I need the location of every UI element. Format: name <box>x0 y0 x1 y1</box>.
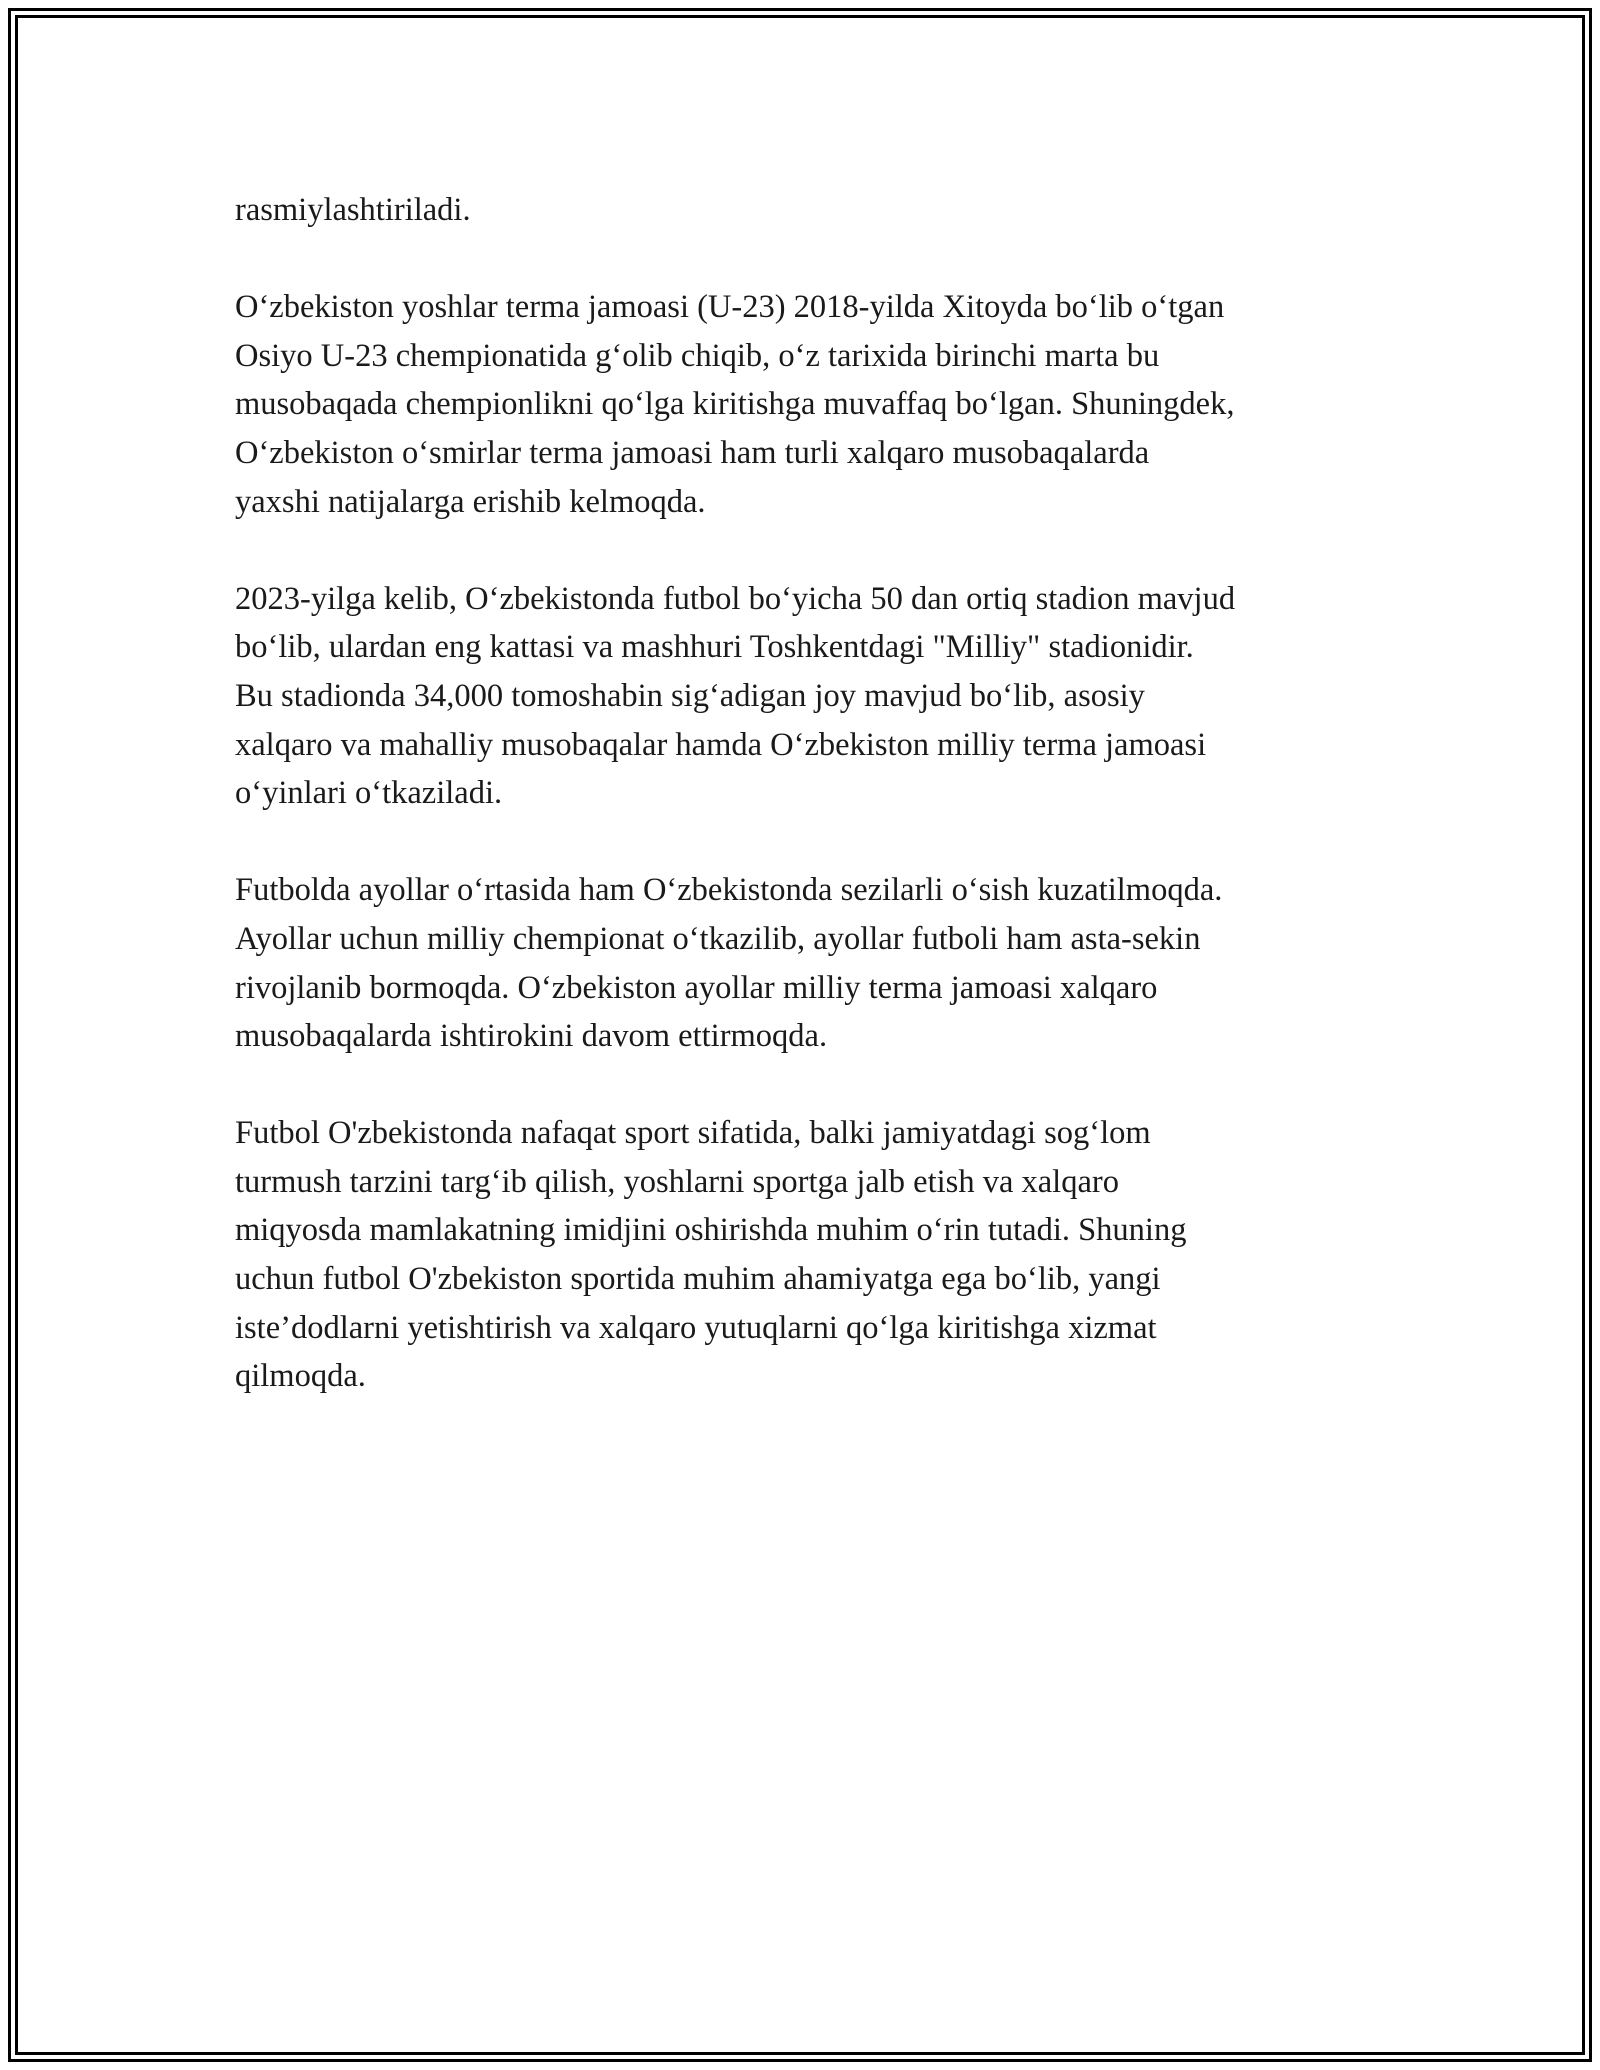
paragraph-youth-team: O‘zbekiston yoshlar terma jamoasi (U-23) 2018-yilda Xitoyda bo‘lib o‘tgan Osiyo U-23 chempionatida g‘olib chiqib, o‘z tarixida birinchi marta bu musobaqada chempionlikni qo‘lga kiritishga muvaffaq bo‘lgan. Shuningdek, O‘zbekiston o‘smirlar terma jamoasi ham turli xalqaro musobaqalarda yaxshi natijalarga erishib kelmoqda. <box>235 289 1235 520</box>
paragraph-stadiums: 2023-yilga kelib, O‘zbekistonda futbol bo‘yicha 50 dan ortiq stadion mavjud bo‘lib, ulardan eng kattasi va mashhuri Toshkentdagi "Milliy" stadionidir. Bu stadionda 34,000 tomoshabin sig‘adigan joy mavjud bo‘lib, asosiy xalqaro va mahalliy musobaqalar hamda O‘zbekiston milliy terma jamoasi o‘yinlari o‘tkaziladi. <box>235 580 1236 812</box>
paragraph-conclusion: Futbol O'zbekistonda nafaqat sport sifatida, balki jamiyatdagi sog‘lom turmush tarzini targ‘ib qilish, yoshlarni sportga jalb etish va xalqaro miqyosda mamlakatning imidjini oshirishda muhim o‘rin tutadi. Shuning uchun futbol O'zbekiston sportida muhim ahamiyatga ega bo‘lib, yangi iste’dodlarni yetishtirish va xalqaro yutuqlarni qo‘lga kiritishga xizmat qilmoqda. <box>235 1115 1187 1395</box>
paragraph-womens-football: Futbolda ayollar o‘rtasida ham O‘zbekistonda sezilarli o‘sish kuzatilmoqda. Ayollar uchun milliy chempionat o‘tkazilib, ayollar futboli ham asta-sekin rivojlanib bormoqda. O‘zbekiston ayollar milliy terma jamoasi xalqaro musobaqalarda ishtirokini davom ettirmoqda. <box>235 872 1223 1055</box>
document-body <box>235 186 1365 1449</box>
paragraph-continuation: rasmiylashtiriladi. <box>235 192 471 228</box>
